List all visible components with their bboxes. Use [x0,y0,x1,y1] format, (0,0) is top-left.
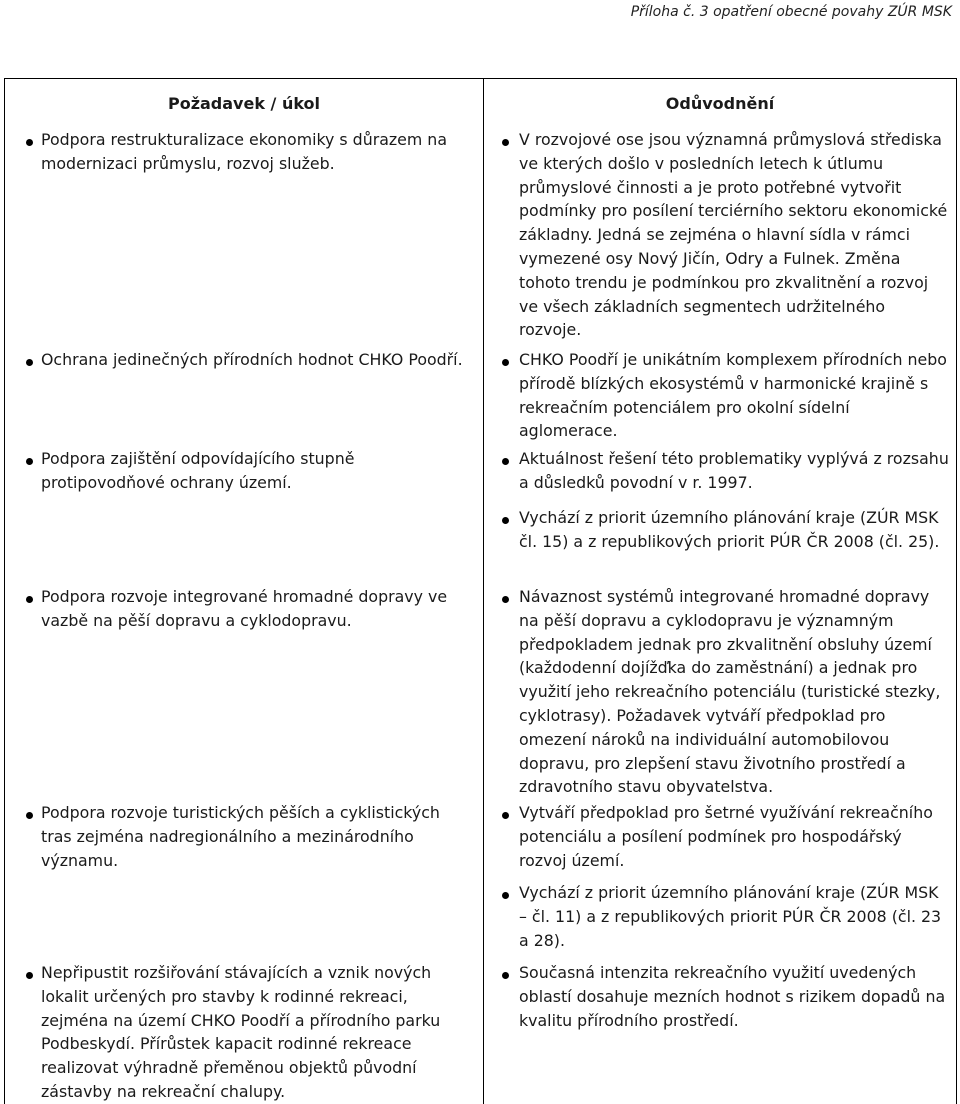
column-header-requirement: Požadavek / úkol [167,94,321,113]
column-divider [483,79,484,1104]
bullet-icon [502,596,509,603]
justification-item: Aktuálnost řešení této problematiky vyplývá z rozsahu a důsledků povodní v r. 1997. [519,449,949,492]
requirement-item: Podpora restrukturalizace ekonomiky s důrazem na modernizaci průmyslu, rozvoj služeb. [41,130,447,173]
bullet-icon [26,596,33,603]
bullet-icon [502,517,509,524]
requirement-item: Podpora rozvoje integrované hromadné dopravy ve vazbě na pěší dopravu a cyklodopravu. [41,587,448,630]
justification-item: Návaznost systémů integrované hromadné dopravy na pěší dopravu a cyklodopravu je významným předpokladem jednak pro zkvalitnění obsluhy území (každodenní dojížďka do zaměstnání) a jednak pro využití jeho rekreačního potenciálu (turistické stezky, cyklotrasy). Požadavek vytváří předpoklad pro omezení nároků na individuální automobilovou dopravu, pro zlepšení stavu životního prostředí a zdravotního stavu obyvatelstva. [519,587,941,797]
justification-item: Vytváří předpoklad pro šetrné využívání rekreačního potenciálu a posílení podmínek pro hospodářský rozvoj území. [519,803,933,870]
requirement-item: Nepřipustit rozšiřování stávajících a vznik nových lokalit určených pro stavby k rodinné rekreaci, zejména na území CHKO Poodří a přírodního parku Podbeskydí. Přírůstek kapacit rodinné rekreace realizovat výhradně přeměnou objektů původní zástavby na rekreační chalupy. [41,963,441,1101]
bullet-icon [26,359,33,366]
requirement-item: Podpora rozvoje turistických pěších a cyklistických tras zejména nadregionálního a mezinárodního významu. [41,803,440,870]
bullet-icon [26,458,33,465]
bullet-icon [502,359,509,366]
bullet-icon [26,972,33,979]
bullet-icon [502,892,509,899]
bullet-icon [26,812,33,819]
requirements-table [4,78,957,1104]
justification-item: Vychází z priorit územního plánování kraje (ZÚR MSK – čl. 11) a z republikových priorit PÚR ČR 2008 (čl. 23 a 28). [519,883,942,950]
justification-item: Současná intenzita rekreačního využití uvedených oblastí dosahuje mezních hodnot s rizikem dopadů na kvalitu přírodního prostředí. [519,963,946,1030]
bullet-icon [502,812,509,819]
justification-item: Vychází z priorit územního plánování kraje (ZÚR MSK čl. 15) a z republikových priorit PÚR ČR 2008 (čl. 25). [519,508,940,551]
bullet-icon [26,139,33,146]
column-header-justification: Odůvodnění [665,94,775,113]
requirement-item: Ochrana jedinečných přírodních hodnot CHKO Poodří. [41,350,463,369]
bullet-icon [502,139,509,146]
requirement-item: Podpora zajištění odpovídajícího stupně protipovodňové ochrany území. [41,449,355,492]
annex-title: Příloha č. 3 opatření obecné povahy ZÚR MSK [630,4,952,20]
justification-item: CHKO Poodří je unikátním komplexem přírodních nebo přírodě blízkých ekosystémů v harmonické krajině s rekreačním potenciálem pro okolní sídelní aglomerace. [519,350,947,441]
bullet-icon [502,972,509,979]
justification-item: V rozvojové ose jsou významná průmyslová střediska ve kterých došlo v posledních letech k útlumu průmyslové činnosti a je proto potřebné vytvořit podmínky pro posílení terciérního sektoru ekonomické základny. Jedná se zejména o hlavní sídla v rámci vymezené osy Nový Jičín, Odry a Fulnek. Změna tohoto trendu je podmínkou pro zkvalitnění a rozvoj ve všech základních segmentech udržitelného rozvoje. [519,130,948,340]
bullet-icon [502,458,509,465]
